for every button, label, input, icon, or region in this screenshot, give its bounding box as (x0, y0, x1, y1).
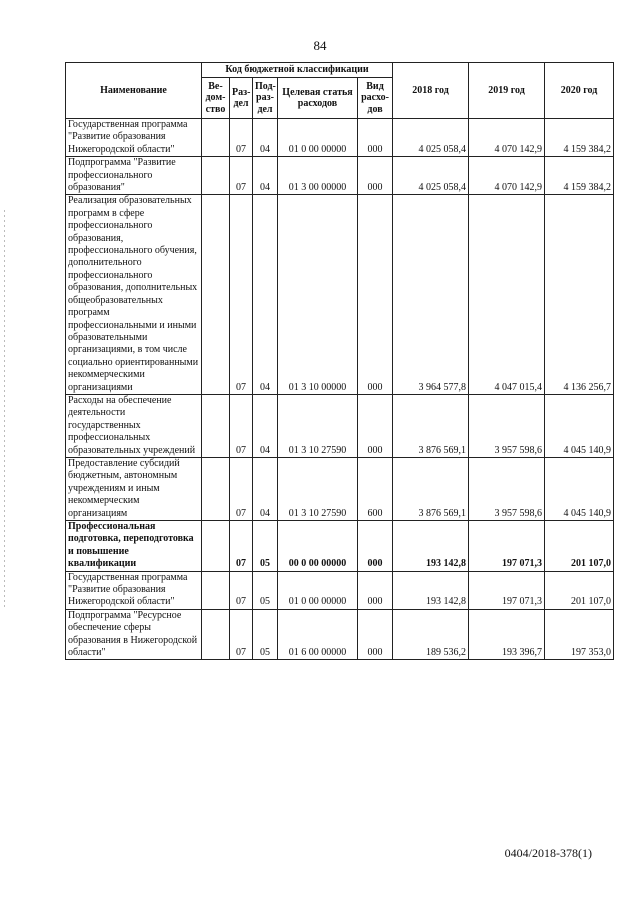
header-2019: 2019 год (469, 63, 545, 119)
row-amount-2020: 4 159 384,2 (545, 157, 614, 195)
row-expense-type: 600 (358, 457, 393, 520)
row-podrazdel: 04 (253, 195, 278, 395)
row-razdel: 07 (230, 157, 253, 195)
row-vedomstvo (202, 394, 230, 457)
row-amount-2019: 193 396,7 (469, 609, 545, 660)
row-amount-2019: 197 071,3 (469, 571, 545, 609)
row-amount-2020: 201 107,0 (545, 571, 614, 609)
row-expense-type: 000 (358, 195, 393, 395)
row-vedomstvo (202, 119, 230, 157)
row-amount-2019: 3 957 598,6 (469, 394, 545, 457)
row-amount-2019: 4 047 015,4 (469, 195, 545, 395)
header-expense-type: Вид расхо-дов (358, 78, 393, 119)
scan-edge-mark (4, 210, 5, 610)
row-amount-2020: 4 045 140,9 (545, 394, 614, 457)
row-razdel: 07 (230, 394, 253, 457)
row-name: Реализация образовательных программ в сфере профессионального образования, профессионального обучения, дополнительного профессионального образования, дополнительных общеобразовательных программ профессиональными и иными образовательными организациями, в том числе социально ориентированными некоммерческими организациями (66, 195, 202, 395)
page-number: 84 (313, 38, 327, 53)
row-amount-2018: 193 142,8 (393, 571, 469, 609)
table-row (66, 457, 614, 520)
row-amount-2018: 3 876 569,1 (393, 457, 469, 520)
row-razdel: 07 (230, 119, 253, 157)
row-podrazdel: 04 (253, 157, 278, 195)
table-row (66, 157, 614, 195)
row-vedomstvo (202, 571, 230, 609)
row-amount-2018: 4 025 058,4 (393, 157, 469, 195)
row-name: Государственная программа "Развитие образования Нижегородской области" (66, 119, 202, 157)
row-target-article: 01 3 10 27590 (278, 457, 358, 520)
row-amount-2018: 193 142,8 (393, 521, 469, 572)
row-amount-2019: 4 070 142,9 (469, 157, 545, 195)
row-amount-2020: 201 107,0 (545, 521, 614, 572)
row-razdel: 07 (230, 195, 253, 395)
row-expense-type: 000 (358, 609, 393, 660)
row-vedomstvo (202, 609, 230, 660)
table-row (66, 571, 614, 609)
row-podrazdel: 04 (253, 394, 278, 457)
header-podrazdel: Под-раз-дел (253, 78, 278, 119)
row-amount-2020: 197 353,0 (545, 609, 614, 660)
row-amount-2020: 4 045 140,9 (545, 457, 614, 520)
row-podrazdel: 04 (253, 119, 278, 157)
budget-table (65, 62, 614, 660)
header-name: Наименование (66, 63, 202, 119)
row-expense-type: 000 (358, 571, 393, 609)
header-2020: 2020 год (545, 63, 614, 119)
row-vedomstvo (202, 521, 230, 572)
row-podrazdel: 05 (253, 571, 278, 609)
row-name: Предоставление субсидий бюджетным, автономным учреждениям и иным некоммерческим организациям (66, 457, 202, 520)
table-row (66, 195, 614, 395)
row-podrazdel: 05 (253, 521, 278, 572)
row-amount-2018: 189 536,2 (393, 609, 469, 660)
row-target-article: 01 0 00 00000 (278, 571, 358, 609)
row-expense-type: 000 (358, 157, 393, 195)
row-amount-2019: 3 957 598,6 (469, 457, 545, 520)
row-expense-type: 000 (358, 521, 393, 572)
row-vedomstvo (202, 195, 230, 395)
row-target-article: 01 6 00 00000 (278, 609, 358, 660)
row-name: Расходы на обеспечение деятельности государственных профессиональных образовательных учреждений (66, 394, 202, 457)
row-amount-2018: 3 964 577,8 (393, 195, 469, 395)
row-target-article: 01 3 10 27590 (278, 394, 358, 457)
header-2018: 2018 год (393, 63, 469, 119)
row-podrazdel: 04 (253, 457, 278, 520)
row-amount-2019: 4 070 142,9 (469, 119, 545, 157)
row-name: Государственная программа "Развитие образования Нижегородской области" (66, 571, 202, 609)
row-razdel: 07 (230, 571, 253, 609)
table-row (66, 609, 614, 660)
row-razdel: 07 (230, 521, 253, 572)
row-amount-2018: 4 025 058,4 (393, 119, 469, 157)
row-target-article: 01 0 00 00000 (278, 119, 358, 157)
row-name: Профессиональная подготовка, переподготовка и повышение квалификации (66, 521, 202, 572)
header-target-article: Целевая статья расходов (278, 78, 358, 119)
table-row (66, 394, 614, 457)
row-amount-2018: 3 876 569,1 (393, 394, 469, 457)
header-vedomstvo: Ве-дом-ство (202, 78, 230, 119)
header-razdel: Раз-дел (230, 78, 253, 119)
row-amount-2020: 4 159 384,2 (545, 119, 614, 157)
row-name: Подпрограмма "Ресурсное обеспечение сферы образования в Нижегородской области" (66, 609, 202, 660)
row-expense-type: 000 (358, 119, 393, 157)
row-target-article: 01 3 10 00000 (278, 195, 358, 395)
row-vedomstvo (202, 157, 230, 195)
row-razdel: 07 (230, 609, 253, 660)
row-vedomstvo (202, 457, 230, 520)
row-target-article: 01 3 00 00000 (278, 157, 358, 195)
header-budget-code-group: Код бюджетной классификации (202, 63, 393, 78)
table-row (66, 521, 614, 572)
row-name: Подпрограмма "Развитие профессионального образования" (66, 157, 202, 195)
row-amount-2020: 4 136 256,7 (545, 195, 614, 395)
document-code: 0404/2018-378(1) (504, 846, 592, 860)
table-body (66, 119, 614, 660)
row-target-article: 00 0 00 00000 (278, 521, 358, 572)
row-podrazdel: 05 (253, 609, 278, 660)
table-row (66, 119, 614, 157)
row-amount-2019: 197 071,3 (469, 521, 545, 572)
row-expense-type: 000 (358, 394, 393, 457)
row-razdel: 07 (230, 457, 253, 520)
